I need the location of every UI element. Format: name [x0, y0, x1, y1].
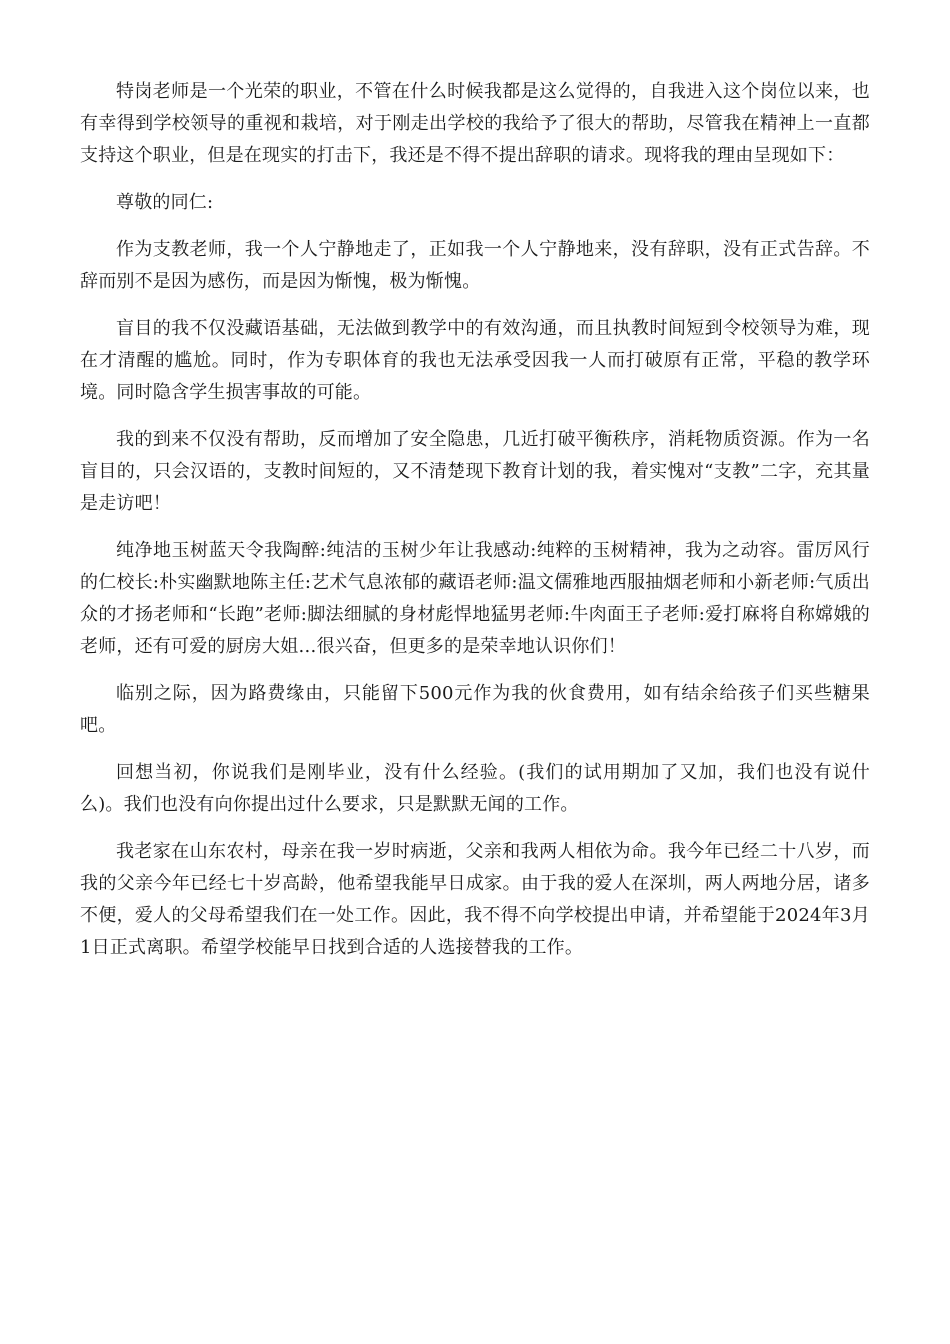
paragraph-intro: 特岗老师是一个光荣的职业，不管在什么时候我都是这么觉得的，自我进入这个岗位以来，也有幸得到学校领导的重视和栽培，对于刚走出学校的我给予了很大的帮助，尽管我在精神上一直都支持这个职业，但是在现实的打击下，我还是不得不提出辞职的请求。现将我的理由呈现如下：: [80, 81, 870, 166]
document-body: [80, 76, 870, 979]
paragraph-reasons: 盲目的我不仅没藏语基础，无法做到教学中的有效沟通，而且执教时间短到令校领导为难，现在才清醒的尴尬。同时，作为专职体育的我也无法承受因我一人而打破原有正常，平稳的教学环境。同时隐含学生损害事故的可能。: [80, 318, 870, 403]
paragraph-thanks: 纯净地玉树蓝天令我陶醉:纯洁的玉树少年让我感动:纯粹的玉树精神，我为之动容。雷厉风行的仁校长:朴实幽默地陈主任:艺术气息浓郁的藏语老师:温文儒雅地西服抽烟老师和小新老师:气质出众的才扬老师和“长跑”老师:脚法细腻的身材彪悍地猛男老师:牛肉面王子老师:爱打麻将自称嫦娥的老师，还有可爱的厨房大姐…很兴奋，但更多的是荣幸地认识你们！: [80, 540, 870, 657]
paragraph-recollection: 回想当初，你说我们是刚毕业，没有什么经验。(我们的试用期加了又加，我们也没有说什么)。我们也没有向你提出过什么要求，只是默默无闻的工作。: [80, 762, 870, 815]
paragraph-parting-gift: 临别之际，因为路费缘由，只能留下500元作为我的伙食费用，如有结余给孩子们买些糖果吧。: [80, 683, 870, 736]
paragraph-salutation: 尊敬的同仁:: [116, 192, 214, 213]
paragraph-family-reason: 我老家在山东农村，母亲在我一岁时病逝，父亲和我两人相依为命。我今年已经二十八岁，而我的父亲今年已经七十岁高龄，他希望我能早日成家。由于我的爱人在深圳，两人两地分居，诸多不便，爱人的父母希望我们在一处工作。因此，我不得不向学校提出申请，并希望能于2024年3月1日正式离职。希望学校能早日找到合适的人选接替我的工作。: [80, 841, 870, 958]
paragraph-farewell: 作为支教老师，我一个人宁静地走了，正如我一个人宁静地来，没有辞职，没有正式告辞。不辞而别不是因为感伤，而是因为惭愧，极为惭愧。: [80, 239, 870, 292]
paragraph-self-reflection: 我的到来不仅没有帮助，反而增加了安全隐患，几近打破平衡秩序，消耗物质资源。作为一名盲目的，只会汉语的，支教时间短的，又不清楚现下教育计划的我，着实愧对“支教”二字，充其量是走访吧！: [80, 429, 870, 514]
